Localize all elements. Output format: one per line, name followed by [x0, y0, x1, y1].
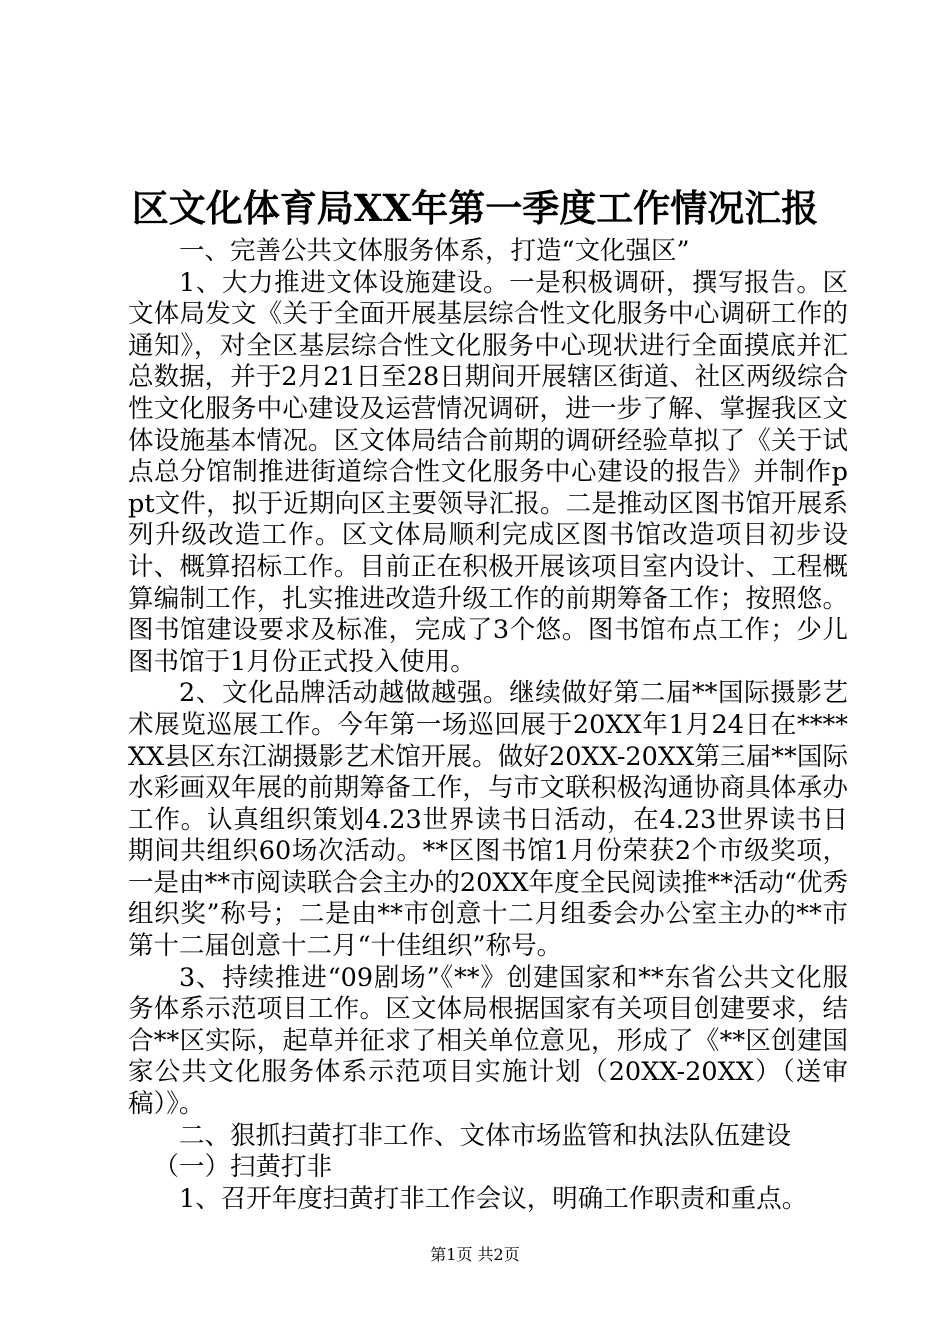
section-heading-1: 一、完善公共文体服务体系，打造“文化强区”	[179, 236, 690, 266]
section-heading-2: 二、狠抓扫黄打非工作、文体市场监管和执法队伍建设	[179, 1120, 792, 1151]
subsection-heading: （一）扫黄打非	[153, 1152, 333, 1183]
body-paragraph: 1、召开年度扫黄打非工作会议，明确工作职责和重点。	[179, 1183, 808, 1214]
body-paragraph: 1、大力推进文体设施建设。一是积极调研，撰写报告。区文体局发文《关于全面开展基层综合性文化服务中心调研工作的通知》，对全区基层综合性文化服务中心现状进行全面摸底并汇总数据，并于2月21日至28日期间开展辖区街道、社区两级综合性文化服务中心建设及运营情况调研，进一步了解、掌握我区文体设施基本情况。区文体局结合前期的调研经验草拟了《关于试点总分馆制推进街道综合性文化服务中心建设的报告》并制作ppt文件，拟于近期向区主要领导汇报。二是推动区图书馆开展系列升级改造工作。区文体局顺利完成区图书馆改造项目初步设计、概算招标工作。目前正在积极开展该项目室内设计、工程概算编制工作，扎实推进改造升级工作的前期筹备工作；按照悠。图书馆建设要求及标准，完成了3个悠。图书馆布点工作；少儿图书馆于1月份正式投入使用。	[128, 267, 848, 677]
document-title: 区文化体育局XX年第一季度工作情况汇报	[131, 186, 819, 230]
page-footer: 第1页 共2页	[430, 1245, 520, 1264]
body-paragraph: 2、文化品牌活动越做越强。继续做好第二届**国际摄影艺术展览巡展工作。今年第一场巡回展于20XX年1月24日在****XX县区东江湖摄影艺术馆开展。做好20XX-20XX第三届**国际水彩画双年展的前期筹备工作，与市文联积极沟通协商具体承办工作。认真组织策划4.23世界读书日活动，在4.23世界读书日期间共组织60场次活动。**区图书馆1月份荣获2个市级奖项，一是由**市阅读联合会主办的20XX年度全民阅读推**活动“优秀组织奖”称号；二是由**市创意十二月组委会办公室主办的**市第十二届创意十二月“十佳组织”称号。	[128, 678, 848, 962]
document-body	[128, 236, 848, 1215]
body-paragraph: 3、持续推进“09剧场”《**》创建国家和**东省公共文化服务体系示范项目工作。区文体局根据国家有关项目创建要求，结合**区实际，起草并征求了相关单位意见，形成了《**区创建国家公共文化服务体系示范项目实施计划（20XX-20XX）（送审稿）》。	[128, 962, 848, 1120]
